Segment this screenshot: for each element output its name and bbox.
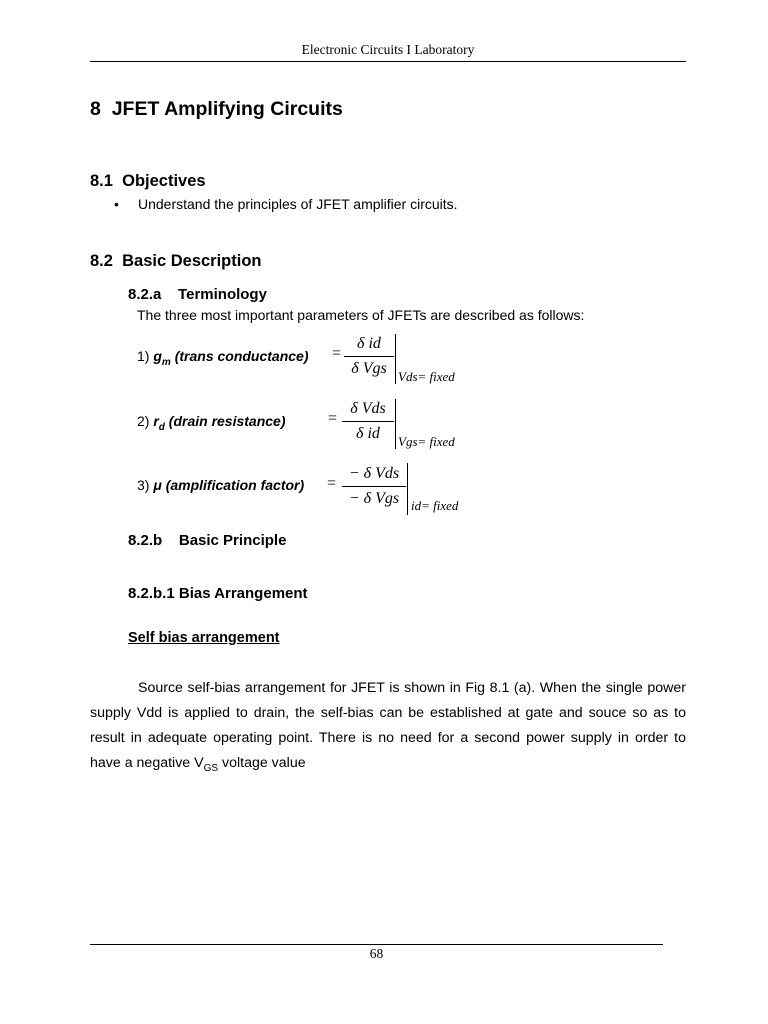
subsection-basic-principle-heading — [128, 532, 286, 549]
fraction-amplification-factor — [342, 464, 406, 509]
param-subscript: d — [158, 421, 165, 433]
fraction-drain-resistance — [342, 399, 394, 444]
param-name: (trans conductance) — [174, 348, 309, 364]
chapter-title — [90, 98, 343, 121]
fraction-denominator: δ id — [356, 425, 380, 442]
evaluation-condition: Vds= fixed — [398, 369, 455, 384]
equals-sign: = — [328, 410, 338, 427]
subsection-title: Basic Principle — [178, 532, 287, 549]
chapter-number: 8 — [90, 98, 101, 120]
self-bias-paragraph — [90, 676, 686, 781]
subsection-terminology-heading — [128, 286, 267, 303]
fraction-numerator: δ Vds — [350, 400, 386, 417]
section-title: Objectives — [122, 172, 206, 190]
param-name: (drain resistance) — [168, 413, 286, 429]
fraction-numerator: − δ Vds — [348, 465, 400, 482]
chapter-title-text: JFET Amplifying Circuits — [111, 98, 343, 120]
param-index: 2) — [137, 413, 150, 429]
param-symbol: g — [153, 348, 162, 364]
param-amplification-factor — [137, 477, 304, 493]
param-symbol: r — [153, 413, 159, 429]
subsubsection-bias-arrangement-heading — [128, 585, 308, 602]
fraction-transconductance — [344, 334, 394, 379]
evaluation-bar — [407, 463, 408, 515]
fraction-bar — [342, 421, 394, 422]
equals-sign: = — [327, 475, 337, 492]
objectives-item: Understand the principles of JFET amplifier circuits. — [138, 196, 458, 212]
section-number: 8.1 — [90, 172, 113, 190]
header-rule — [90, 61, 686, 62]
param-index: 3) — [137, 477, 150, 493]
param-transconductance — [137, 348, 309, 368]
self-bias-heading: Self bias arrangement — [128, 630, 280, 646]
subsubsection-number: 8.2.b.1 — [128, 585, 175, 602]
paragraph-text: Source self-bias arrangement for JFET is shown in Fig 8.1 (a). When the single power supply Vdd is applied to drain, the self-bias can be established at gate and souce so as to result in adequate operating point. There is no need for a second power supply in order to have a negative V — [90, 680, 686, 771]
param-index: 1) — [137, 348, 150, 364]
fraction-numerator: δ id — [357, 335, 381, 352]
fraction-denominator: − δ Vgs — [348, 490, 400, 507]
section-title: Basic Description — [122, 252, 262, 270]
footer-rule — [90, 944, 663, 945]
fraction-bar — [344, 356, 394, 357]
subsection-title: Terminology — [178, 286, 267, 303]
terminology-intro: The three most important parameters of JFETs are described as follows: — [137, 307, 585, 323]
subsection-number: 8.2.b — [128, 532, 163, 549]
subsection-number: 8.2.a — [128, 286, 162, 303]
evaluation-bar — [395, 399, 396, 449]
param-symbol: μ — [153, 477, 162, 493]
param-subscript: m — [161, 356, 171, 368]
section-objectives-heading — [90, 172, 206, 191]
fraction-bar — [342, 486, 406, 487]
fraction-denominator: δ Vgs — [351, 360, 387, 377]
evaluation-condition: id= fixed — [411, 498, 459, 513]
objectives-bullet: • — [114, 196, 119, 212]
evaluation-condition: Vgs= fixed — [398, 434, 455, 449]
equals-sign: = — [332, 345, 342, 362]
param-drain-resistance — [137, 413, 286, 433]
section-number: 8.2 — [90, 252, 113, 270]
page-number: 68 — [369, 946, 384, 961]
running-header: Electronic Circuits I Laboratory — [301, 42, 475, 57]
paragraph-text-end: voltage value — [218, 755, 306, 771]
section-basic-description-heading — [90, 252, 262, 271]
subsubsection-title: Bias Arrangement — [178, 585, 308, 602]
param-name: (amplification factor) — [165, 477, 305, 493]
evaluation-bar — [395, 334, 396, 384]
paragraph-subscript: GS — [203, 762, 219, 774]
